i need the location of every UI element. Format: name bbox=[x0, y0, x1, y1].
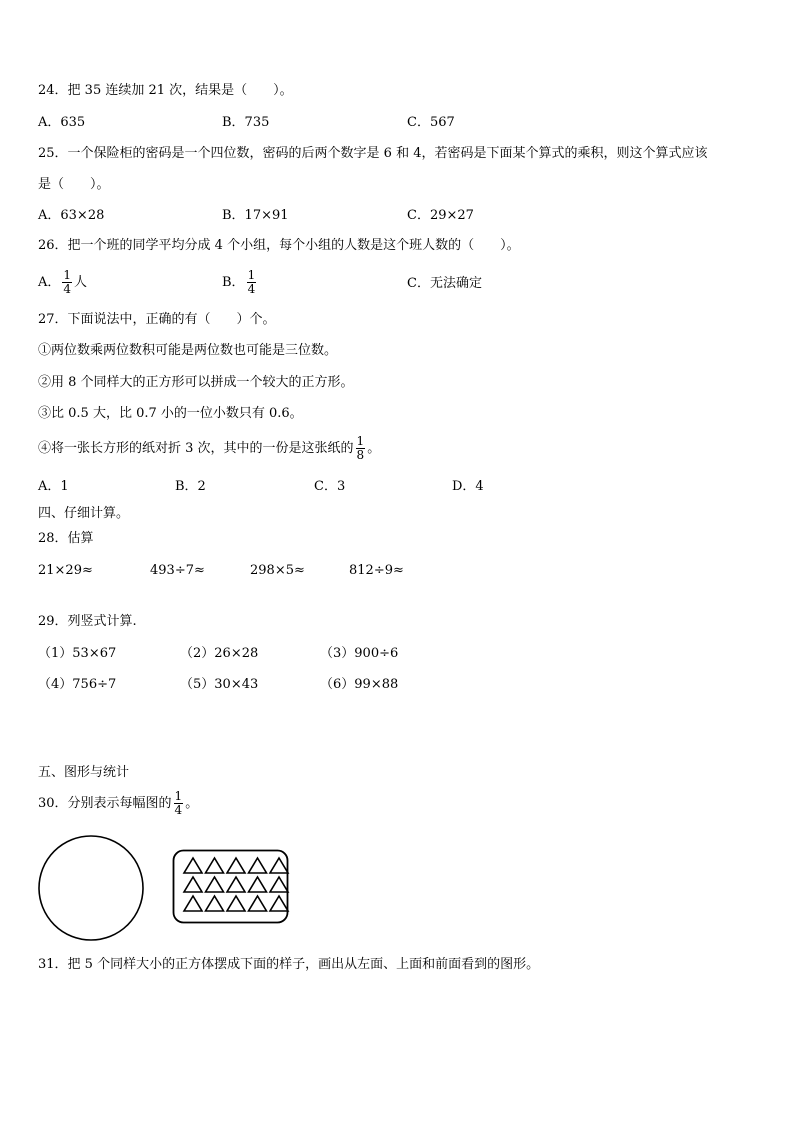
q27-statement-4-fraction bbox=[356, 435, 366, 462]
triangle-shape bbox=[249, 858, 267, 873]
q26-option-c: C．无法确定 bbox=[407, 276, 482, 291]
question-29-stem: 29．列竖式计算. bbox=[38, 614, 137, 629]
question-25-stem-line1: 25．一个保险柜的密码是一个四位数，密码的后两个数字是 6 和 4，若密码是下面某个算式的乘积，则这个算式应该 bbox=[38, 146, 708, 161]
triangle-shape bbox=[206, 877, 224, 892]
fraction-numerator: 1 bbox=[356, 434, 365, 448]
q29-item-5: （5）30×43 bbox=[180, 677, 259, 692]
triangle-shape bbox=[206, 858, 224, 873]
q27-statement-4-end: 。 bbox=[367, 441, 381, 456]
fraction-denominator: 4 bbox=[174, 803, 183, 817]
fraction-numerator: 1 bbox=[247, 268, 256, 282]
q30-stem-text: 30．分别表示每幅图的 bbox=[38, 796, 172, 811]
q30-triangles-figure bbox=[172, 849, 290, 925]
triangle-shape bbox=[270, 858, 288, 873]
q27-statement-1: ①两位数乘两位数积可能是两位数也可能是三位数。 bbox=[38, 343, 338, 358]
fraction-numerator: 1 bbox=[174, 789, 183, 803]
q24-option-a: A．635 bbox=[38, 115, 86, 130]
q24-option-b: B．735 bbox=[222, 115, 270, 130]
q29-item-4: （4）756÷7 bbox=[38, 677, 117, 692]
q24-option-c: C．567 bbox=[407, 115, 455, 130]
section-5-title: 五、图形与统计 bbox=[38, 765, 130, 780]
q30-fraction bbox=[174, 790, 184, 817]
question-30-stem bbox=[38, 787, 198, 821]
question-27-stem: 27．下面说法中，正确的有（ ）个。 bbox=[38, 312, 276, 327]
q30-circle-figure bbox=[36, 834, 148, 944]
fraction-denominator: 4 bbox=[63, 282, 72, 296]
q25-option-b: B．17×91 bbox=[222, 208, 289, 223]
q25-option-a: A．63×28 bbox=[38, 208, 105, 223]
q29-item-1: （1）53×67 bbox=[38, 646, 117, 661]
q26-option-a-fraction bbox=[62, 269, 72, 296]
triangle-shape bbox=[206, 896, 224, 911]
q26-option-b bbox=[222, 266, 258, 300]
q26-option-a-label: A． bbox=[38, 275, 61, 290]
q28-item-3: 298×5≈ bbox=[250, 563, 305, 578]
q25-option-c: C．29×27 bbox=[407, 208, 474, 223]
section-4-title: 四、仔细计算。 bbox=[38, 506, 130, 521]
q26-option-b-label: B． bbox=[222, 275, 245, 290]
q28-item-2: 493÷7≈ bbox=[150, 563, 205, 578]
triangle-shape bbox=[270, 877, 288, 892]
q27-statement-2: ②用 8 个同样大的正方形可以拼成一个较大的正方形。 bbox=[38, 375, 354, 390]
q27-option-d: D．4 bbox=[452, 479, 484, 494]
triangle-shape bbox=[227, 896, 245, 911]
fraction-numerator: 1 bbox=[63, 268, 72, 282]
triangle-shape bbox=[227, 877, 245, 892]
q27-statement-4-text: ④将一张长方形的纸对折 3 次，其中的一份是这张纸的 bbox=[38, 441, 354, 456]
circle-shape bbox=[39, 836, 143, 940]
triangle-shape bbox=[270, 896, 288, 911]
q26-option-a-unit: 人 bbox=[74, 275, 88, 290]
triangle-shape bbox=[184, 896, 202, 911]
q28-item-1: 21×29≈ bbox=[38, 563, 93, 578]
q29-item-2: （2）26×28 bbox=[180, 646, 259, 661]
q26-option-a bbox=[38, 266, 87, 300]
question-28-stem: 28．估算 bbox=[38, 531, 94, 546]
q27-option-c: C．3 bbox=[314, 479, 346, 494]
q30-stem-end: 。 bbox=[185, 796, 199, 811]
question-26-stem: 26．把一个班的同学平均分成 4 个小组，每个小组的人数是这个班人数的（ ）。 bbox=[38, 238, 520, 253]
q29-item-6: （6）99×88 bbox=[320, 677, 399, 692]
q26-option-b-fraction bbox=[247, 269, 257, 296]
q27-option-a: A．1 bbox=[38, 479, 69, 494]
q28-item-4: 812÷9≈ bbox=[349, 563, 404, 578]
question-25-stem-line2: 是（ ）。 bbox=[38, 177, 110, 192]
triangle-shape bbox=[227, 858, 245, 873]
q29-item-3: （3）900÷6 bbox=[320, 646, 399, 661]
fraction-denominator: 8 bbox=[356, 448, 365, 462]
triangle-shape bbox=[249, 896, 267, 911]
triangle-shape bbox=[249, 877, 267, 892]
question-31-stem: 31．把 5 个同样大小的正方体摆成下面的样子，画出从左面、上面和前面看到的图形。 bbox=[38, 957, 540, 972]
question-24-stem: 24．把 35 连续加 21 次，结果是（ ）。 bbox=[38, 83, 293, 98]
q27-option-b: B．2 bbox=[175, 479, 206, 494]
triangle-shape bbox=[184, 877, 202, 892]
q27-statement-3: ③比 0.5 大，比 0.7 小的一位小数只有 0.6。 bbox=[38, 406, 303, 421]
q27-statement-4 bbox=[38, 432, 380, 466]
triangle-shape bbox=[184, 858, 202, 873]
fraction-denominator: 4 bbox=[247, 282, 256, 296]
